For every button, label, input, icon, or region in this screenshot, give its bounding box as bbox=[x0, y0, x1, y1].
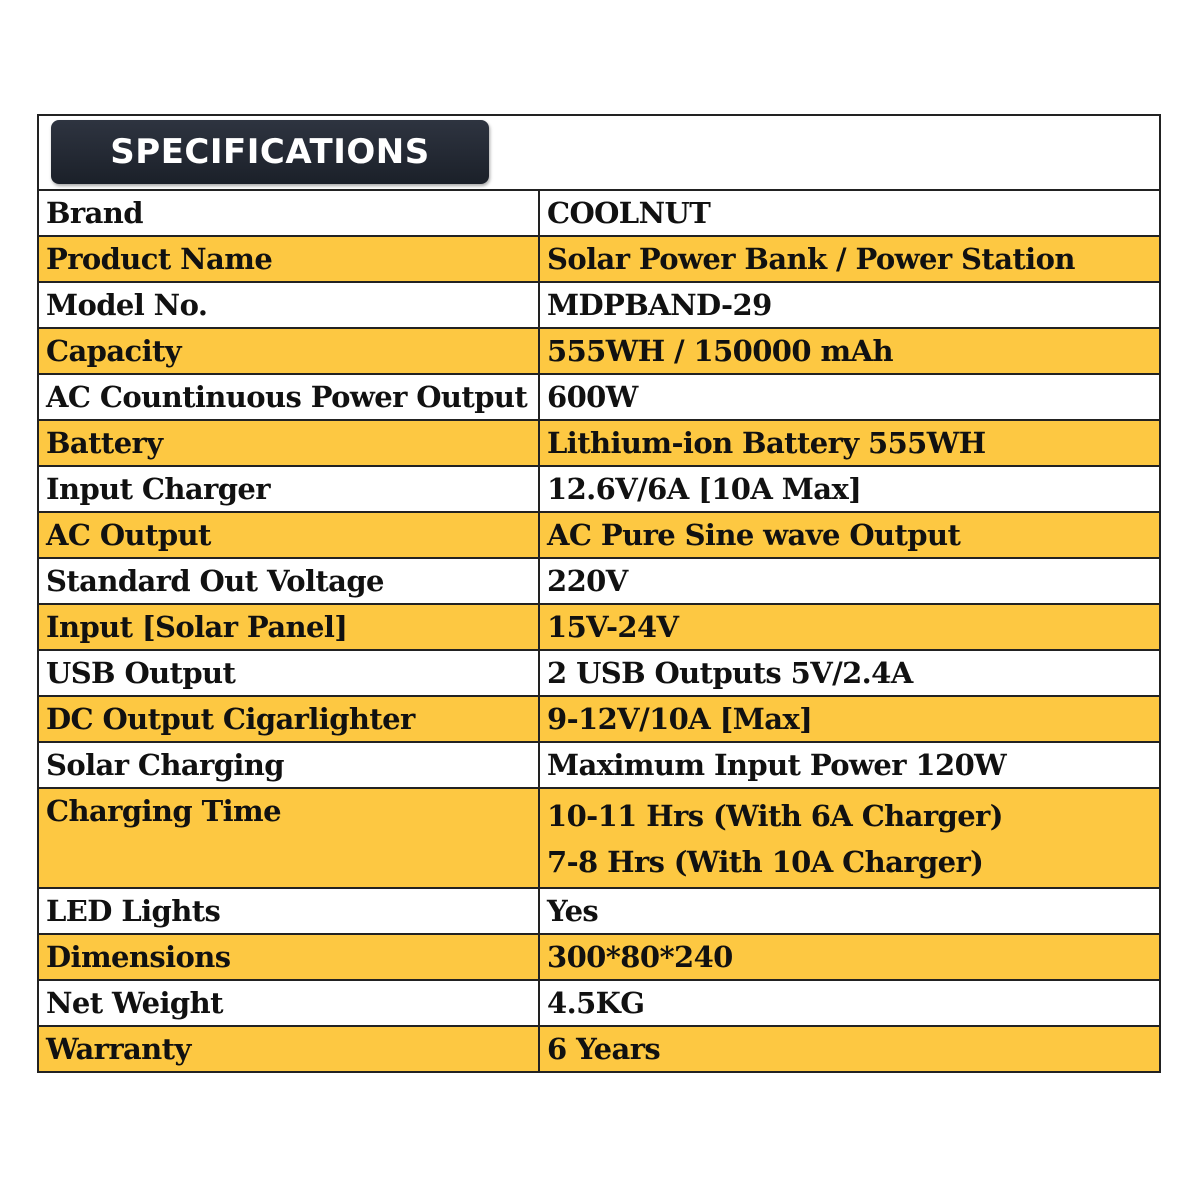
spec-value-line: 220V bbox=[547, 564, 628, 598]
spec-value bbox=[539, 888, 1159, 934]
spec-value bbox=[539, 980, 1159, 1026]
spec-label: Net Weight bbox=[39, 980, 539, 1026]
spec-value-line: 2 USB Outputs 5V/2.4A bbox=[547, 656, 913, 690]
table-row bbox=[39, 788, 1159, 888]
spec-value bbox=[539, 696, 1159, 742]
table-row bbox=[39, 328, 1159, 374]
table-header bbox=[39, 116, 1159, 191]
spec-value-line: AC Pure Sine wave Output bbox=[547, 518, 961, 552]
spec-value bbox=[539, 558, 1159, 604]
spec-label: USB Output bbox=[39, 650, 539, 696]
spec-label: LED Lights bbox=[39, 888, 539, 934]
spec-value-line: 300*80*240 bbox=[547, 940, 733, 974]
spec-value bbox=[539, 420, 1159, 466]
spec-label: DC Output Cigarlighter bbox=[39, 696, 539, 742]
specifications-badge bbox=[51, 120, 489, 184]
spec-label: Input [Solar Panel] bbox=[39, 604, 539, 650]
spec-value bbox=[539, 934, 1159, 980]
spec-value bbox=[539, 374, 1159, 420]
spec-label: Charging Time bbox=[39, 788, 539, 888]
spec-value-line: 9-12V/10A [Max] bbox=[547, 702, 813, 736]
spec-value bbox=[539, 650, 1159, 696]
spec-table bbox=[39, 191, 1159, 1071]
table-row bbox=[39, 466, 1159, 512]
spec-value-line: COOLNUT bbox=[547, 196, 711, 230]
spec-value-line: 4.5KG bbox=[547, 986, 645, 1020]
spec-value bbox=[539, 788, 1159, 888]
spec-value-line: 6 Years bbox=[547, 1032, 661, 1066]
specifications-table-frame bbox=[37, 114, 1161, 1073]
spec-value-line: Lithium-ion Battery 555WH bbox=[547, 426, 986, 460]
table-row bbox=[39, 696, 1159, 742]
spec-label: AC Countinuous Power Output bbox=[39, 374, 539, 420]
spec-label: Warranty bbox=[39, 1026, 539, 1071]
spec-value-line: 12.6V/6A [10A Max] bbox=[547, 472, 862, 506]
spec-label: Battery bbox=[39, 420, 539, 466]
table-row bbox=[39, 420, 1159, 466]
spec-label: Brand bbox=[39, 191, 539, 236]
spec-label: Standard Out Voltage bbox=[39, 558, 539, 604]
table-row bbox=[39, 742, 1159, 788]
table-row bbox=[39, 650, 1159, 696]
spec-value-line: Yes bbox=[547, 894, 599, 928]
spec-value bbox=[539, 604, 1159, 650]
spec-value-line: 600W bbox=[547, 380, 638, 414]
table-row bbox=[39, 558, 1159, 604]
spec-value bbox=[539, 191, 1159, 236]
table-row bbox=[39, 236, 1159, 282]
spec-value bbox=[539, 742, 1159, 788]
spec-value-line: Solar Power Bank / Power Station bbox=[547, 242, 1075, 276]
spec-value-line: 15V-24V bbox=[547, 610, 679, 644]
spec-label: Model No. bbox=[39, 282, 539, 328]
spec-value-line: 555WH / 150000 mAh bbox=[547, 334, 893, 368]
spec-label: Solar Charging bbox=[39, 742, 539, 788]
table-row bbox=[39, 282, 1159, 328]
spec-value-line: 7-8 Hrs (With 10A Charger) bbox=[547, 845, 984, 879]
table-row bbox=[39, 191, 1159, 236]
spec-label: Dimensions bbox=[39, 934, 539, 980]
spec-label: Capacity bbox=[39, 328, 539, 374]
spec-value bbox=[539, 328, 1159, 374]
spec-table-body bbox=[39, 191, 1159, 1071]
spec-label: Input Charger bbox=[39, 466, 539, 512]
spec-value bbox=[539, 236, 1159, 282]
page-title: SPECIFICATIONS bbox=[110, 132, 430, 172]
spec-value-line: 10-11 Hrs (With 6A Charger) bbox=[547, 799, 1003, 833]
table-row bbox=[39, 374, 1159, 420]
spec-value bbox=[539, 1026, 1159, 1071]
spec-label: Product Name bbox=[39, 236, 539, 282]
spec-value bbox=[539, 282, 1159, 328]
table-row bbox=[39, 934, 1159, 980]
table-row bbox=[39, 1026, 1159, 1071]
table-row bbox=[39, 604, 1159, 650]
spec-value-line: Maximum Input Power 120W bbox=[547, 748, 1007, 782]
spec-value-line: MDPBAND-29 bbox=[547, 288, 772, 322]
spec-value bbox=[539, 512, 1159, 558]
table-row bbox=[39, 888, 1159, 934]
table-row bbox=[39, 512, 1159, 558]
table-row bbox=[39, 980, 1159, 1026]
spec-value bbox=[539, 466, 1159, 512]
spec-label: AC Output bbox=[39, 512, 539, 558]
